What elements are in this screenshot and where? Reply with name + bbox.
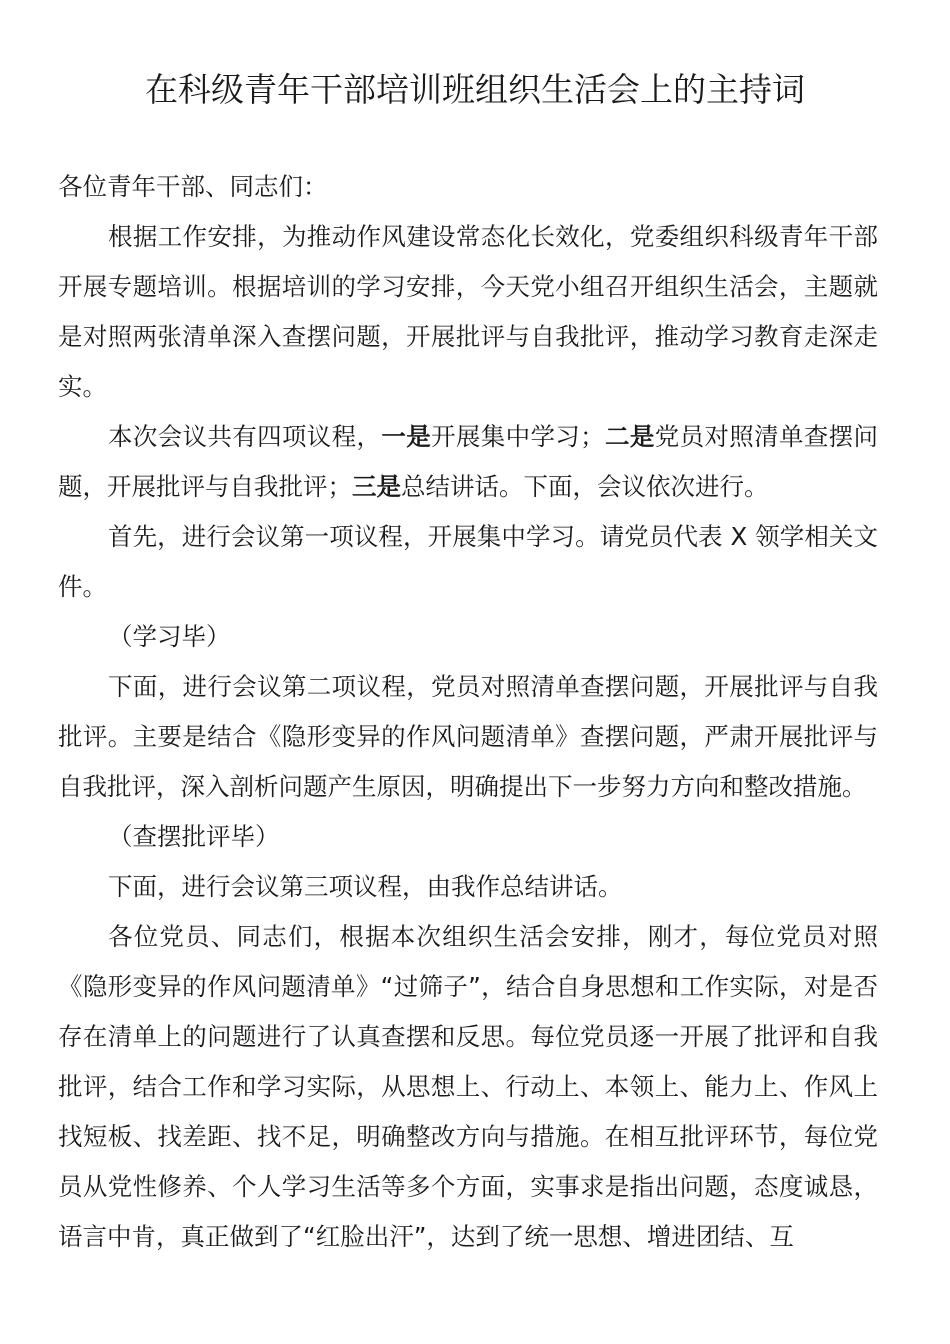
agenda-item-one: 开展集中学习； [431,422,605,451]
document-body [58,162,878,1262]
paragraph-agenda-third: 下面，进行会议第三项议程，由我作总结讲话。 [108,872,623,901]
stage-note-study-done: （学习毕） [108,622,231,651]
salutation: 各位青年干部、同志们： [58,172,328,201]
agenda-intro: 本次会议共有四项议程， [108,422,382,451]
paragraph-summary: 各位党员、同志们，根据本次组织生活会安排，刚才，每位党员对照《隐形变异的作风问题清单》“过筛子”，结合自身思想和工作实际，对是否存在清单上的问题进行了认真查摆和反思。每位党员逐一开展了批评和自我批评，结合工作和学习实际，从思想上、行动上、本领上、能力上、作风上找短板、找差距、找不足，明确整改方向与措施。在相互批评环节，每位党员从党性修养、个人学习生活等多个方面，实事求是指出问题，态度诚恳，语言中肯，真正做到了“红脸出汗”，达到了统一思想、增进团结、互 [58,922,878,1251]
agenda-item-three: 总结讲话。下面，会议依次进行。 [401,472,769,501]
agenda-marker-one: 一是 [381,422,432,451]
paragraph-agenda-second: 下面，进行会议第二项议程，党员对照清单查摆问题，开展批评与自我批评。主要是结合《隐形变异的作风问题清单》查摆问题，严肃开展批评与自我批评，深入剖析问题产生原因，明确提出下一步努力方向和整改措施。 [58,672,878,801]
stage-note-criticism-done: （查摆批评毕） [108,822,280,851]
agenda-item-two: 党员对照清单查摆问题，开展批评与自我批评； [58,422,879,501]
document-title: 在科级青年干部培训班组织生活会上的主持词 [145,70,805,109]
paragraph-background: 根据工作安排，为推动作风建设常态化长效化，党委组织科级青年干部开展专题培训。根据培训的学习安排，今天党小组召开组织生活会，主题就是对照两张清单深入查摆问题，开展批评与自我批评，推动学习教育走深走实。 [58,222,878,401]
agenda-marker-three: 三是 [352,472,401,501]
paragraph-agenda-first: 首先，进行会议第一项议程，开展集中学习。请党员代表 X 领学相关文件。 [58,522,878,601]
paragraph-agenda [58,412,878,512]
agenda-marker-two: 二是 [604,422,655,451]
